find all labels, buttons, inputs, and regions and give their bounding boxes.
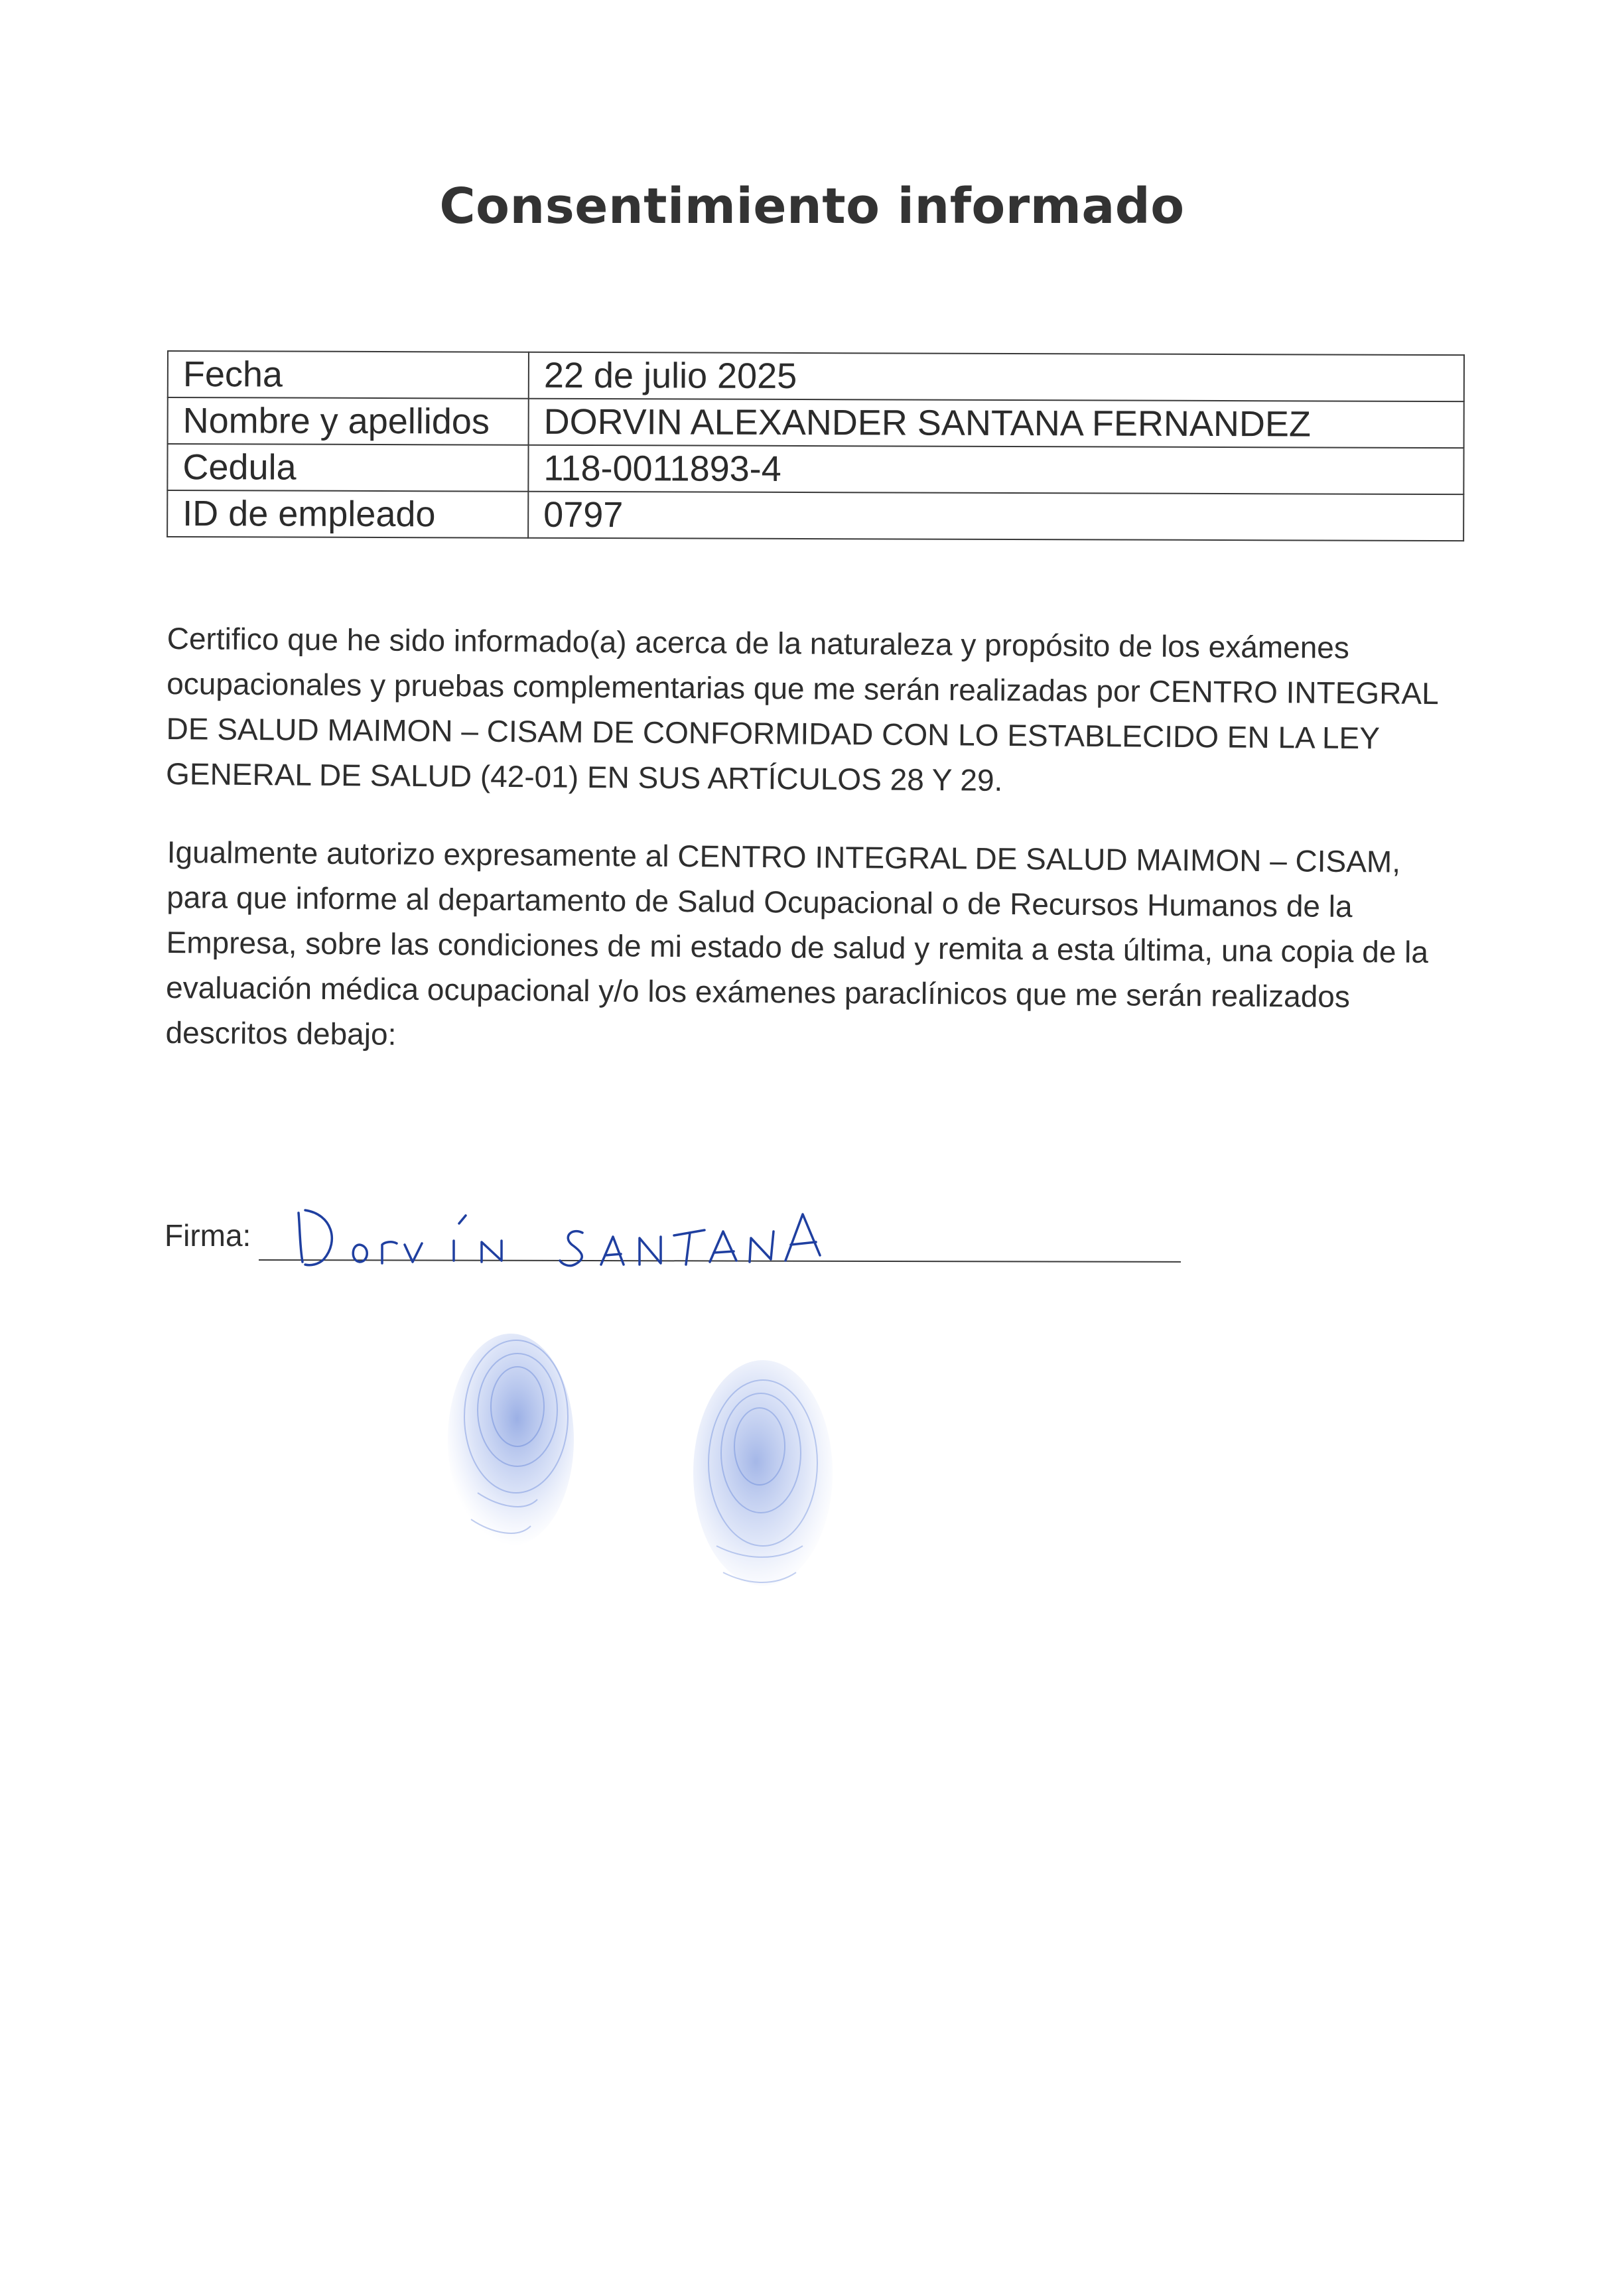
table-row bbox=[167, 444, 1463, 494]
table-row bbox=[168, 397, 1464, 448]
row-label-id-empleado: ID de empleado bbox=[167, 490, 528, 538]
row-label-cedula: Cedula bbox=[167, 444, 528, 492]
info-table bbox=[167, 350, 1465, 541]
signature-label: Firma: bbox=[165, 1218, 251, 1253]
row-value-id-empleado: 0797 bbox=[528, 492, 1463, 541]
table-row bbox=[167, 490, 1463, 541]
row-value-nombre: DORVIN ALEXANDER SANTANA FERNANDEZ bbox=[529, 399, 1464, 448]
authorization-paragraph: Igualmente autorizo expresamente al CENTRO INTEGRAL DE SALUD MAIMON – CISAM, para que informe al departamento de Salud Ocupacional o de Recursos Humanos de la Empresa, sobre las condiciones de mi estado de salud y remita a esta última, una copia de la evaluación médica ocupacional y/o los exámenes paraclínicos que me serán realizados descritos debajo: bbox=[165, 834, 1429, 1052]
row-value-cedula: 118-0011893-4 bbox=[528, 445, 1463, 494]
row-value-fecha: 22 de julio 2025 bbox=[529, 352, 1464, 401]
page-title: Consentimiento informado bbox=[439, 178, 1185, 235]
fingerprint-right bbox=[677, 1347, 849, 1599]
table-row bbox=[168, 351, 1464, 401]
row-label-nombre: Nombre y apellidos bbox=[168, 397, 529, 445]
fingerprint-left bbox=[425, 1327, 584, 1566]
certification-paragraph: Certifico que he sido informado(a) acerca de la naturaleza y propósito de los exámenes ocupacionales y pruebas complementarias que me serán realizadas por CENTRO INTEGRAL DE SALUD MAIMON – CISAM DE CONFORMIDAD CON LO ESTABLECIDO EN LA LEY GENERAL DE SALUD (42-01) EN SUS ARTÍCULOS 28 Y 29. bbox=[165, 620, 1438, 798]
row-label-fecha: Fecha bbox=[168, 351, 529, 399]
handwritten-signature bbox=[285, 1201, 856, 1274]
